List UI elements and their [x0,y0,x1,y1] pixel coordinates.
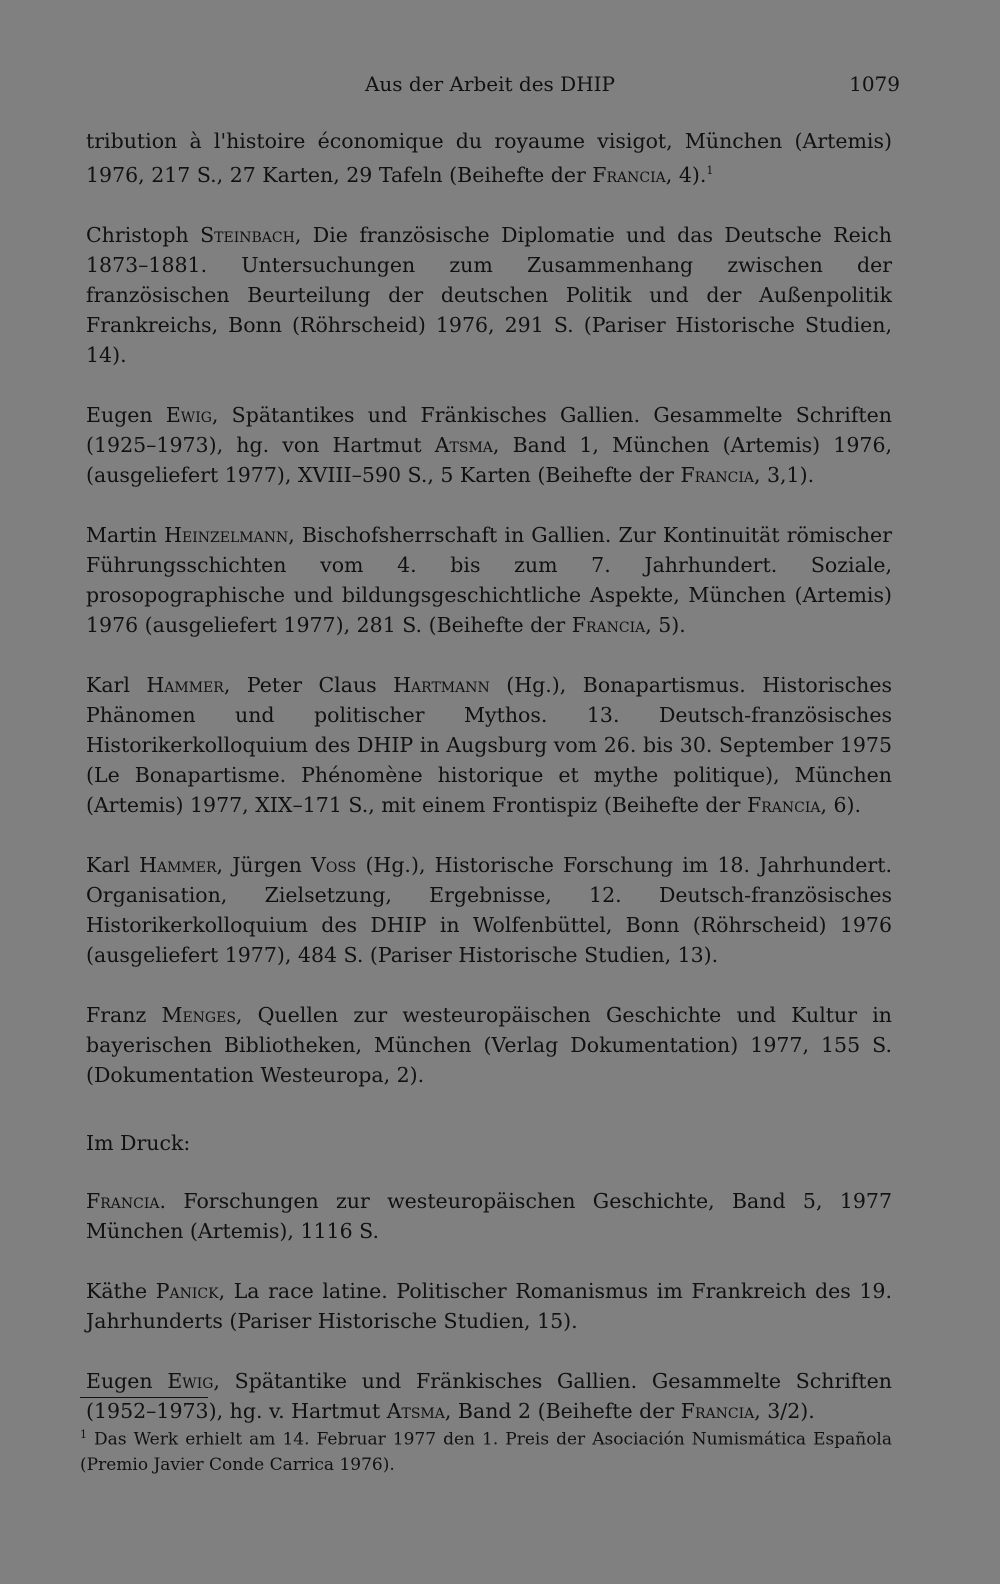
editor-name: Atsma [434,432,493,457]
author-name: Steinbach [200,222,295,247]
running-head [80,72,900,102]
page-number: 1079 [849,72,900,96]
bibliography-entry: Eugen Ewig, Spätantikes und Fränkisches Gallien. Gesammelte Schriften (1925–1973), hg. von Hartmut Atsma, Band 1, München (Artemis) 1976, (ausgeliefert 1977), XVIII–590 S., 5 Karten (Beihefte der Francia, 3,1). [86,402,892,487]
author-name: Ewig [167,1368,214,1393]
author-name: Hammer [146,672,224,697]
bibliography-list [86,126,892,1456]
author-name: Voss [311,852,357,877]
bibliography-entry: Christoph Steinbach, Die französische Diplomatie und das Deutsche Reich 1873–1881. Untersuchungen zum Zusammenhang zwischen der französischen Beurteilung der deutschen Politik und der Außenpolitik Frankreichs, Bonn (Röhrscheid) 1976, 291 S. (Pariser Historische Studien, 14). [86,222,892,367]
author-name: Hartmann [393,672,490,697]
footnote: $^1$ Das Werk erhielt am 14. Februar 1977 den 1. Preis der Asociación Numismática Española (Premio Javier Conde Carrica 1976). [80,1428,892,1475]
bibliography-entry: Karl Hammer, Peter Claus Hartmann (Hg.), Bonapartismus. Historisches Phänomen und politischer Mythos. 13. Deutsch-französisches Historikerkolloquium des DHIP in Augsburg vom 26. bis 30. September 1975 (Le Bonapartisme. Phénomène historique et mythe politique), München (Artemis) 1977, XIX–171 S., mit einem Frontispiz (Beihefte der Francia, 6). [86,672,892,817]
bibliography-entry: Franz Menges, Quellen zur westeuropäischen Geschichte und Kultur in bayerischen Bibliotheken, München (Verlag Dokumentation) 1977, 155 S. (Dokumentation Westeuropa, 2). [86,1002,893,1087]
author-name: Hammer [139,852,217,877]
footnote-divider [80,1397,208,1398]
editor-name: Atsma [386,1398,445,1423]
author-name: Menges [161,1002,236,1027]
bibliography-entry: Karl Hammer, Jürgen Voss (Hg.), Historische Forschung im 18. Jahrhundert. Organisation, Zielsetzung, Ergebnisse, 12. Deutsch-französisches Historikerkolloquium des DHIP in Wolfenbüttel, Bonn (Röhrscheid) 1976 (ausgeliefert 1977), 484 S. (Pariser Historische Studien, 13). [86,852,892,967]
footnote-marker: 1 [80,1428,87,1441]
footnote-reference: 1 [706,164,714,177]
bibliography-entry: Eugen Ewig, Spätantike und Fränkisches Gallien. Gesammelte Schriften (1952–1973), hg. v. Hartmut Atsma, Band 2 (Beihefte der Francia, 3/2). [86,1368,892,1423]
running-title: Aus der Arbeit des DHIP [364,72,616,96]
bibliography-entry: Francia. Forschungen zur westeuropäischen Geschichte, Band 5, 1977 München (Artemis), 1116 S. [86,1188,892,1243]
in-press-heading: Im Druck: [86,1130,191,1155]
bibliography-entry: Martin Heinzelmann, Bischofsherrschaft in Gallien. Zur Kontinuität römischer Führungsschichten vom 4. bis zum 7. Jahrhundert. Soziale, prosopographische und bildungsgeschichtliche Aspekte, München (Artemis) 1976 (ausgeliefert 1977), 281 S. (Beihefte der Francia, 5). [86,522,892,637]
author-name: Ewig [165,402,212,427]
author-name: Panick [155,1278,219,1303]
author-name: Heinzelmann [164,522,289,547]
bibliography-entry: tribution à l'histoire économique du royaume visigot, München (Artemis) 1976, 217 S., 27 Karten, 29 Tafeln (Beihefte der Francia, 4).$^1$ [86,129,892,187]
bibliography-entry: Käthe Panick, La race latine. Politischer Romanismus im Frankreich des 19. Jahrhunderts (Pariser Historische Studien, 15). [86,1278,892,1333]
